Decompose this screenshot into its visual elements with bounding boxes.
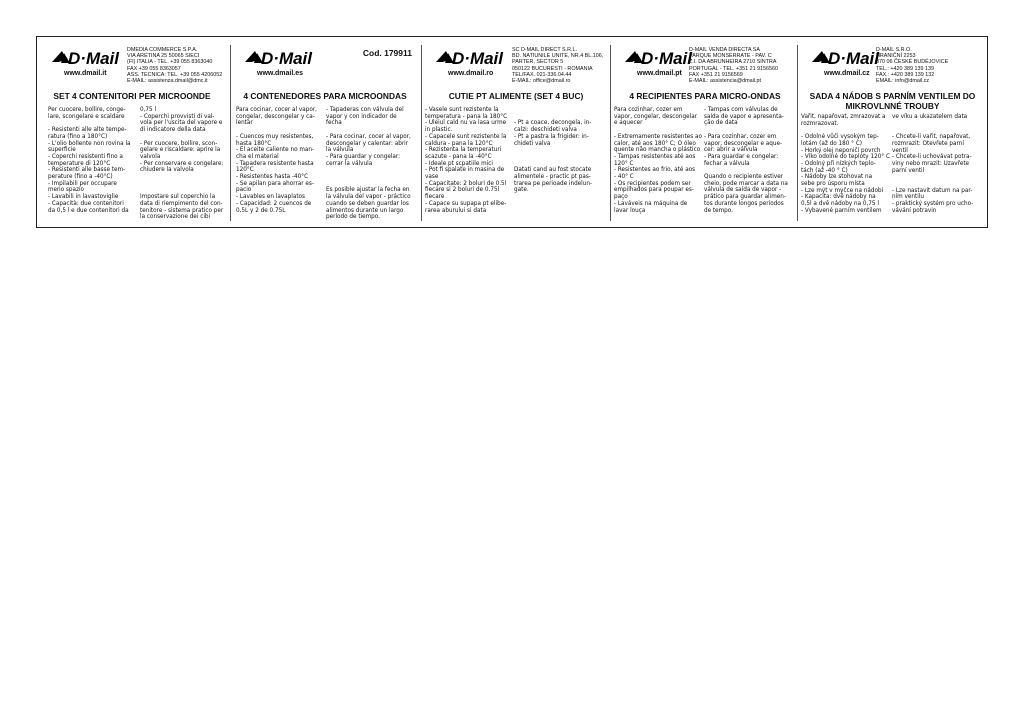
description-left: Para cozinhar, cozer em vapor, congelar, descongelar e aquecer - Extremamente resistentes ao calor, até aos 180° C; O óleo quente não mancha o plástico - Tampas resistentes até aos 120° C - Resistentes ao frio, até aos - 40° C - Os recipientes podem ser empilhados para poupar es- paço - Laváveis na máquina de lavar louça [614, 107, 702, 214]
description-right: - Tapaderas con válvula del vapor y con indicador de fecha - Para cocinar, cocer al vapor, descongelar y calentar: abrir la válvula - Para guardar y congelar: cerrar la válvula Es posible ajustar la fecha en la válvula del vapor - práctico cuando se deben guardar los alimentos durante un largo período de tiempo. [326, 107, 411, 221]
description-right: ve víku a ukazatelem data - Chcete-li vařit, napařovat, rozmrazit: Otevřete parní ventil - Chcete-li uchovávat potra- viny nebo mrazit: Uzavřete parní ventil - Lze nastavit datum na par- ním ventilu - praktický systém pro ucho- vávání potravin [892, 114, 974, 214]
panel-it [37, 37, 227, 227]
panel-pt [610, 37, 800, 227]
dmail-logo-icon [50, 47, 130, 69]
description-right: 0,75 l - Coperchi provvisti di val- vola per l'uscita del vapore e di indicatore della data - Per cuocere, bollire, scon- gelare e riscaldare: aprire la valvola - Per conservare e congelare: chiudere la valvola Impostare sul coperchio la data di riempimento del con- tenitore - sistema pratico per la conservazione dei cibi [140, 107, 224, 221]
dmail-logo-icon [434, 47, 514, 69]
company-address: D-MAIL S.R.O. HRANIČNÍ 2253 370 06 ČESKÉ BUDĚJOVICE TEL.: +420 389 139 139 FAX.: +420 389 139 132 EMAIL: info@dmail.cz [876, 47, 949, 85]
product-title: CUTIE PT ALIMENTE (SET 4 BUC) [448, 91, 584, 101]
description-left: Para cocinar, cocer al vapor, congelar, descongelar y ca- lentar - Cuencos muy resistentes, hasta 180°C - El aceite caliente no man- cha el material - Tapadera resistente hasta 120°C - Resistentes hasta -40°C - Se apilan para ahorrar es- pacio - Lavables en lavaplatos - Capacidad: 2 cuencos de 0,5L y 2 de 0.75L [236, 107, 317, 214]
description-right: - Pt a coace, decongela, in- calzi: deschideti valva - Pt a pastra la frigider: in- chideti valva Datati cand au fost stocate alimentele - practic pt pas- trarea pe perioade indelun- gate. [514, 120, 593, 194]
website-url: www.dmail.pt [637, 70, 682, 77]
description-left: - Vasele sunt rezistente la temperatura - pana la 180°C - Uleiul cald nu va lasa urme in plastic. - Capacele sunt rezistente la caldura - pana la 120°C - Rezistenta la temperaturi scazute - pana la -40°C - Ideale pt scpatiile mici - Pot fi spalate in masina de vase - Capacitate: 2 boluri de 0.5l fiecare si 2 boluri de 0.75l fiecare - Capace su supapa pt elibe- rarea aburului si data [425, 107, 508, 214]
description-left: Per cuocere, bollire, conge- lare, scongelare e scaldare - Resistenti alle alte tempe- ratura (fino a 180°C) - L'olio bollente non rovina la superficie - Coperchi resistenti fino a temperature di 120°C - Resistenti alle basse tem- perature (fino a -40°C) - Impilabili per occupare meno spazio - Lavabili in lavastoviglie - Capacità: due contenitori da 0,5 l e due contenitori da [48, 107, 131, 214]
svg-text:D·Mail: D·Mail [452, 49, 503, 68]
website-url: www.dmail.cz [824, 70, 870, 77]
description-left: Vařit, napařovat, zmrazovat a rozmrazovat. - Odolné vůči vysokým tep- lotám (až do 180 ° C) - Horký olej neponičí povrch - Víko odolné do teploty 120° C - Odolný při nízkých teplo- tách (až -40 ° C) - Nádoby lze stohovat na sebe pro úsporu místa - Lze mýt v myčce na nádobí - Kapacita: dvě nádoby na 0,5l a dvě nádoby na 0,75 l - Vybavené parním ventilem [801, 114, 890, 214]
panel-ro [421, 37, 611, 227]
dmail-logo [434, 47, 514, 81]
dmail-logo-icon [243, 47, 323, 69]
dmail-logo [243, 47, 323, 81]
website-url: www.dmail.es [257, 70, 304, 77]
company-address: SC D-MAIL DIRECT S.R.L. BD. NATIUNILE UNITE, NR.4 BL.106, PARTER, SECTOR 5 050122 BUCURESTI - ROMANIA TEL/FAX. 021-336.04.44 E-MAIL: office@dmail.ro [512, 47, 604, 85]
instruction-sheet [36, 36, 988, 228]
panel-es [230, 37, 420, 227]
product-code: Cod. 179911 [362, 48, 412, 58]
svg-text:D·Mail: D·Mail [261, 49, 312, 68]
product-title: SADA 4 NÁDOB S PARNÍM VENTILEM DO MIKROVLNNÉ TROUBY [809, 91, 976, 111]
website-url: www.dmail.ro [448, 70, 494, 77]
company-address: DMEDIA COMMERCE S.P.A. VIA ARETINA 25 50065 SIECI (FI) ITALIA - TEL. +39 055 8363040 FAX +39 055 8363057 ASS. TECNICA: TEL. +39 055 4206052 E-MAIL: assistenza.dmail@dmc.it [127, 47, 223, 85]
svg-text:D·Mail: D·Mail [641, 49, 692, 68]
svg-text:D·Mail: D·Mail [68, 49, 119, 68]
panel-cz [797, 37, 988, 227]
dmail-logo [50, 47, 130, 81]
product-title: SET 4 CONTENITORI PER MICROONDE [53, 91, 211, 101]
product-title: 4 CONTENEDORES PARA MICROONDAS [243, 91, 407, 101]
product-title: 4 RECIPIENTES PARA MICRO-ONDAS [629, 91, 781, 101]
description-right: - Tampas com válvulas de saída de vapor e apresenta- ção de data - Para cozinhar, cozer em vapor, descongelar e aque- cer: abrir a válvula - Para guardar e congelar: fechar a válvula Quando o recipiente estiver cheio, pode marcar a data na válvula de saída de vapor - prático para guardar alimen- tos durante longos períodos de tempo. [704, 107, 788, 214]
svg-text:D·Mail: D·Mail [828, 49, 879, 68]
website-url: www.dmail.it [64, 70, 107, 77]
company-address: D-MAIL VENDA DIRECTA SA PARQUE MONSERRATE - PAV. C Z.I. DA ABRUNHEIRA 2710 SINTRA PORTUGAL - TEL. +351 21 9156560 FAX +351 21 9156569 E-MAIL: assistencia@dmail.pt [689, 47, 779, 85]
